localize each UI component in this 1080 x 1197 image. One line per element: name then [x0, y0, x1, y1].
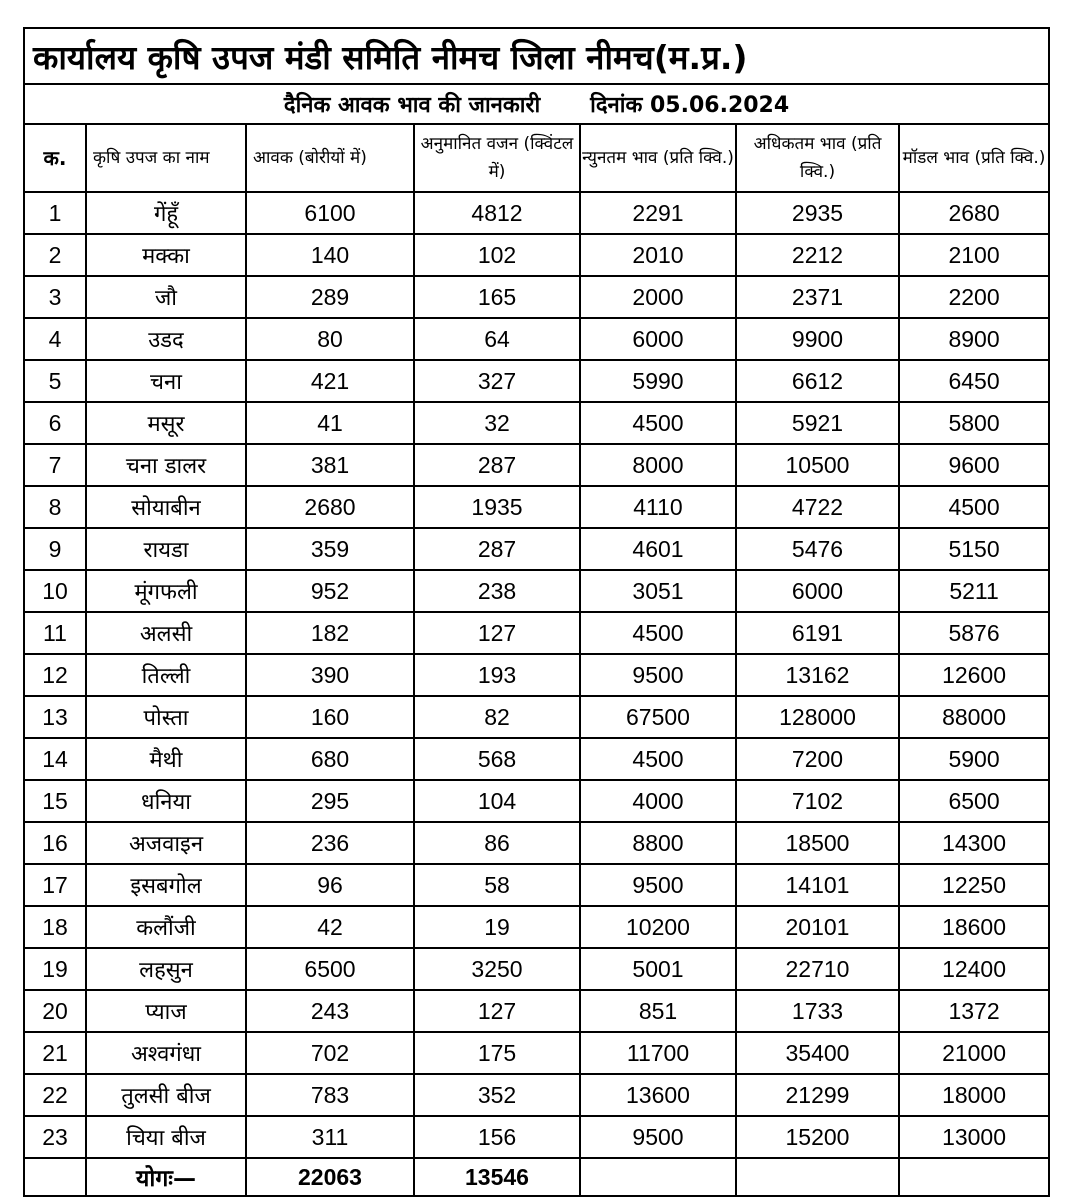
- total-empty-cell: [736, 1158, 899, 1196]
- crop-name-cell: तुलसी बीज: [86, 1074, 246, 1116]
- crop-name-cell: अजवाइन: [86, 822, 246, 864]
- crop-name-cell: अलसी: [86, 612, 246, 654]
- report-subtitle-row: [24, 84, 1049, 124]
- arrival-cell: 702: [246, 1032, 414, 1074]
- arrival-cell: 96: [246, 864, 414, 906]
- serial-number-cell: 6: [24, 402, 86, 444]
- serial-number-cell: 15: [24, 780, 86, 822]
- max-price-cell: 7200: [736, 738, 899, 780]
- serial-number-cell: 22: [24, 1074, 86, 1116]
- total-weight: 13546: [414, 1158, 580, 1196]
- min-price-cell: 4500: [580, 402, 736, 444]
- arrival-cell: 359: [246, 528, 414, 570]
- table-row: [24, 444, 1049, 486]
- serial-number-cell: 9: [24, 528, 86, 570]
- arrival-cell: 6500: [246, 948, 414, 990]
- header-estimated-weight: अनुमानित वजन (क्विंटल में): [414, 124, 580, 192]
- modal-price-cell: 2680: [899, 192, 1049, 234]
- table-row: [24, 948, 1049, 990]
- total-empty-cell: [580, 1158, 736, 1196]
- modal-price-cell: 18000: [899, 1074, 1049, 1116]
- min-price-cell: 4110: [580, 486, 736, 528]
- weight-cell: 64: [414, 318, 580, 360]
- modal-price-cell: 5876: [899, 612, 1049, 654]
- table-row: [24, 318, 1049, 360]
- report-date: दिनांक 05.06.2024: [590, 93, 790, 118]
- serial-number-cell: 14: [24, 738, 86, 780]
- table-row: [24, 528, 1049, 570]
- modal-price-cell: 12400: [899, 948, 1049, 990]
- serial-number-cell: 12: [24, 654, 86, 696]
- max-price-cell: 21299: [736, 1074, 899, 1116]
- min-price-cell: 6000: [580, 318, 736, 360]
- table-row: [24, 1074, 1049, 1116]
- max-price-cell: 2212: [736, 234, 899, 276]
- weight-cell: 568: [414, 738, 580, 780]
- weight-cell: 32: [414, 402, 580, 444]
- serial-number-cell: 17: [24, 864, 86, 906]
- table-row: [24, 402, 1049, 444]
- header-modal-price: मॉडल भाव (प्रति क्वि.): [899, 124, 1049, 192]
- weight-cell: 165: [414, 276, 580, 318]
- modal-price-cell: 1372: [899, 990, 1049, 1032]
- table-row: [24, 738, 1049, 780]
- weight-cell: 287: [414, 444, 580, 486]
- weight-cell: 127: [414, 990, 580, 1032]
- serial-number-cell: 8: [24, 486, 86, 528]
- table-row: [24, 990, 1049, 1032]
- min-price-cell: 8000: [580, 444, 736, 486]
- header-serial-number: क.: [24, 124, 86, 192]
- modal-price-cell: 6500: [899, 780, 1049, 822]
- weight-cell: 58: [414, 864, 580, 906]
- modal-price-cell: 12250: [899, 864, 1049, 906]
- arrival-cell: 295: [246, 780, 414, 822]
- mandi-price-table: [23, 27, 1050, 1197]
- serial-number-cell: 23: [24, 1116, 86, 1158]
- weight-cell: 127: [414, 612, 580, 654]
- table-row: [24, 906, 1049, 948]
- table-row: [24, 570, 1049, 612]
- report-title: कार्यालय कृषि उपज मंडी समिति नीमच जिला नीमच(म.प्र.): [24, 28, 1049, 84]
- serial-number-cell: 20: [24, 990, 86, 1032]
- arrival-cell: 41: [246, 402, 414, 444]
- crop-name-cell: रायडा: [86, 528, 246, 570]
- min-price-cell: 9500: [580, 864, 736, 906]
- max-price-cell: 5476: [736, 528, 899, 570]
- crop-name-cell: मक्का: [86, 234, 246, 276]
- serial-number-cell: 3: [24, 276, 86, 318]
- arrival-cell: 140: [246, 234, 414, 276]
- table-row: [24, 780, 1049, 822]
- arrival-cell: 952: [246, 570, 414, 612]
- modal-price-cell: 13000: [899, 1116, 1049, 1158]
- arrival-cell: 42: [246, 906, 414, 948]
- arrival-cell: 311: [246, 1116, 414, 1158]
- arrival-cell: 80: [246, 318, 414, 360]
- min-price-cell: 67500: [580, 696, 736, 738]
- max-price-cell: 18500: [736, 822, 899, 864]
- min-price-cell: 2010: [580, 234, 736, 276]
- crop-name-cell: उडद: [86, 318, 246, 360]
- price-report-sheet: [23, 27, 1048, 1197]
- weight-cell: 238: [414, 570, 580, 612]
- min-price-cell: 5990: [580, 360, 736, 402]
- crop-name-cell: मसूर: [86, 402, 246, 444]
- table-row: [24, 864, 1049, 906]
- modal-price-cell: 8900: [899, 318, 1049, 360]
- crop-name-cell: सोयाबीन: [86, 486, 246, 528]
- modal-price-cell: 12600: [899, 654, 1049, 696]
- arrival-cell: 390: [246, 654, 414, 696]
- serial-number-cell: 19: [24, 948, 86, 990]
- weight-cell: 3250: [414, 948, 580, 990]
- max-price-cell: 2935: [736, 192, 899, 234]
- report-subtitle: दैनिक आवक भाव की जानकारी: [283, 93, 541, 118]
- table-body: [24, 192, 1049, 1158]
- column-header-row: [24, 124, 1049, 192]
- weight-cell: 86: [414, 822, 580, 864]
- header-arrival: आवक (बोरीयों में): [246, 124, 414, 192]
- arrival-cell: 182: [246, 612, 414, 654]
- arrival-cell: 236: [246, 822, 414, 864]
- weight-cell: 156: [414, 1116, 580, 1158]
- arrival-cell: 783: [246, 1074, 414, 1116]
- total-empty-cell: [24, 1158, 86, 1196]
- max-price-cell: 15200: [736, 1116, 899, 1158]
- total-label: योगः—: [86, 1158, 246, 1196]
- min-price-cell: 4500: [580, 738, 736, 780]
- crop-name-cell: इसबगोल: [86, 864, 246, 906]
- total-arrival: 22063: [246, 1158, 414, 1196]
- serial-number-cell: 11: [24, 612, 86, 654]
- crop-name-cell: मैथी: [86, 738, 246, 780]
- weight-cell: 175: [414, 1032, 580, 1074]
- table-row: [24, 192, 1049, 234]
- crop-name-cell: चिया बीज: [86, 1116, 246, 1158]
- modal-price-cell: 5800: [899, 402, 1049, 444]
- min-price-cell: 13600: [580, 1074, 736, 1116]
- min-price-cell: 4601: [580, 528, 736, 570]
- crop-name-cell: प्याज: [86, 990, 246, 1032]
- max-price-cell: 1733: [736, 990, 899, 1032]
- modal-price-cell: 4500: [899, 486, 1049, 528]
- crop-name-cell: कलौंजी: [86, 906, 246, 948]
- min-price-cell: 10200: [580, 906, 736, 948]
- modal-price-cell: 5150: [899, 528, 1049, 570]
- serial-number-cell: 18: [24, 906, 86, 948]
- crop-name-cell: पोस्ता: [86, 696, 246, 738]
- arrival-cell: 289: [246, 276, 414, 318]
- max-price-cell: 22710: [736, 948, 899, 990]
- modal-price-cell: 2200: [899, 276, 1049, 318]
- min-price-cell: 2000: [580, 276, 736, 318]
- max-price-cell: 6612: [736, 360, 899, 402]
- modal-price-cell: 14300: [899, 822, 1049, 864]
- min-price-cell: 9500: [580, 654, 736, 696]
- serial-number-cell: 2: [24, 234, 86, 276]
- crop-name-cell: धनिया: [86, 780, 246, 822]
- total-empty-cell: [899, 1158, 1049, 1196]
- crop-name-cell: तिल्ली: [86, 654, 246, 696]
- weight-cell: 82: [414, 696, 580, 738]
- arrival-cell: 243: [246, 990, 414, 1032]
- table-row: [24, 486, 1049, 528]
- table-row: [24, 360, 1049, 402]
- arrival-cell: 421: [246, 360, 414, 402]
- min-price-cell: 5001: [580, 948, 736, 990]
- max-price-cell: 14101: [736, 864, 899, 906]
- weight-cell: 19: [414, 906, 580, 948]
- header-min-price: न्युनतम भाव (प्रति क्वि.): [580, 124, 736, 192]
- min-price-cell: 4000: [580, 780, 736, 822]
- weight-cell: 352: [414, 1074, 580, 1116]
- table-row: [24, 612, 1049, 654]
- arrival-cell: 160: [246, 696, 414, 738]
- max-price-cell: 2371: [736, 276, 899, 318]
- table-row: [24, 654, 1049, 696]
- serial-number-cell: 4: [24, 318, 86, 360]
- table-row: [24, 276, 1049, 318]
- max-price-cell: 6191: [736, 612, 899, 654]
- crop-name-cell: मूंगफली: [86, 570, 246, 612]
- arrival-cell: 6100: [246, 192, 414, 234]
- min-price-cell: 11700: [580, 1032, 736, 1074]
- crop-name-cell: लहसुन: [86, 948, 246, 990]
- min-price-cell: 9500: [580, 1116, 736, 1158]
- crop-name-cell: चना: [86, 360, 246, 402]
- serial-number-cell: 5: [24, 360, 86, 402]
- arrival-cell: 381: [246, 444, 414, 486]
- weight-cell: 104: [414, 780, 580, 822]
- table-row: [24, 1116, 1049, 1158]
- weight-cell: 1935: [414, 486, 580, 528]
- modal-price-cell: 5211: [899, 570, 1049, 612]
- modal-price-cell: 9600: [899, 444, 1049, 486]
- table-row: [24, 696, 1049, 738]
- total-row: [24, 1158, 1049, 1196]
- min-price-cell: 4500: [580, 612, 736, 654]
- weight-cell: 102: [414, 234, 580, 276]
- table-row: [24, 822, 1049, 864]
- serial-number-cell: 7: [24, 444, 86, 486]
- crop-name-cell: अश्वगंधा: [86, 1032, 246, 1074]
- weight-cell: 287: [414, 528, 580, 570]
- crop-name-cell: जौ: [86, 276, 246, 318]
- max-price-cell: 10500: [736, 444, 899, 486]
- weight-cell: 193: [414, 654, 580, 696]
- max-price-cell: 9900: [736, 318, 899, 360]
- min-price-cell: 2291: [580, 192, 736, 234]
- max-price-cell: 13162: [736, 654, 899, 696]
- modal-price-cell: 18600: [899, 906, 1049, 948]
- modal-price-cell: 2100: [899, 234, 1049, 276]
- max-price-cell: 7102: [736, 780, 899, 822]
- weight-cell: 4812: [414, 192, 580, 234]
- crop-name-cell: चना डालर: [86, 444, 246, 486]
- modal-price-cell: 88000: [899, 696, 1049, 738]
- arrival-cell: 680: [246, 738, 414, 780]
- table-row: [24, 1032, 1049, 1074]
- weight-cell: 327: [414, 360, 580, 402]
- table-row: [24, 234, 1049, 276]
- max-price-cell: 5921: [736, 402, 899, 444]
- crop-name-cell: गेंहूँ: [86, 192, 246, 234]
- serial-number-cell: 1: [24, 192, 86, 234]
- min-price-cell: 851: [580, 990, 736, 1032]
- header-max-price: अधिकतम भाव (प्रति क्वि.): [736, 124, 899, 192]
- max-price-cell: 20101: [736, 906, 899, 948]
- serial-number-cell: 10: [24, 570, 86, 612]
- header-crop-name: कृषि उपज का नाम: [86, 124, 246, 192]
- max-price-cell: 4722: [736, 486, 899, 528]
- modal-price-cell: 6450: [899, 360, 1049, 402]
- serial-number-cell: 16: [24, 822, 86, 864]
- serial-number-cell: 21: [24, 1032, 86, 1074]
- modal-price-cell: 5900: [899, 738, 1049, 780]
- min-price-cell: 3051: [580, 570, 736, 612]
- max-price-cell: 6000: [736, 570, 899, 612]
- arrival-cell: 2680: [246, 486, 414, 528]
- serial-number-cell: 13: [24, 696, 86, 738]
- modal-price-cell: 21000: [899, 1032, 1049, 1074]
- min-price-cell: 8800: [580, 822, 736, 864]
- max-price-cell: 128000: [736, 696, 899, 738]
- max-price-cell: 35400: [736, 1032, 899, 1074]
